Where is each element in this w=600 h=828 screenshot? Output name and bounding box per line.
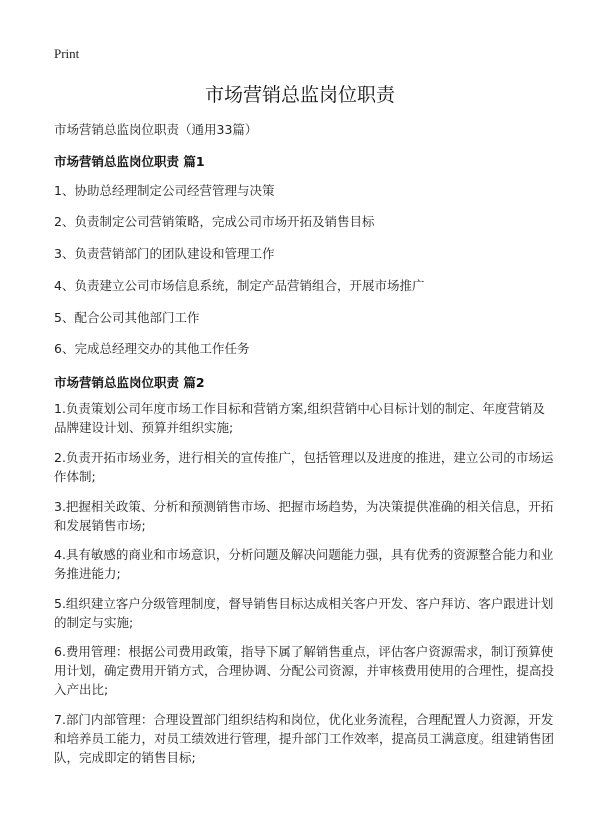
section-1-item-5: 5、配合公司其他部门工作 [54, 310, 200, 325]
section-heading-1: 市场营销总监岗位职责 篇1 [54, 154, 205, 169]
section-heading-2: 市场营销总监岗位职责 篇2 [54, 375, 205, 390]
page-title: 市场营销总监岗位职责 [204, 84, 395, 106]
section-1-item-2: 2、负责制定公司营销策略，完成公司市场开拓及销售目标 [54, 214, 375, 229]
section-1-item-3: 3、负责营销部门的团队建设和管理工作 [54, 246, 275, 261]
section-1-item-6: 6、完成总经理交办的其他工作任务 [54, 341, 250, 356]
section-2-item-5: 5.组织建立客户分级管理制度，督导销售目标达成相关客户开发、客户拜访、客户跟进计划的制定与实施; [54, 596, 554, 630]
section-1-item-1: 1、协助总经理制定公司经营管理与决策 [54, 183, 275, 198]
section-2-item-4: 4.具有敏感的商业和市场意识，分析问题及解决问题能力强，具有优秀的资源整合能力和业务推进能力; [54, 547, 554, 581]
section-2-item-7: 7.部门内部管理：合理设置部门组织结构和岗位，优化业务流程，合理配置人力资源，开发和培养员工能力，对员工绩效进行管理，提升部门工作效率，提高员工满意度。组建销售团队，完成即定的销售目标; [54, 712, 555, 765]
print-link[interactable]: Print [54, 46, 80, 61]
section-2-item-2: 2.负责开拓市场业务，进行相关的宣传推广，包括管理以及进度的推进，建立公司的市场运作体制; [54, 450, 554, 484]
section-2-item-3: 3.把握相关政策、分析和预测销售市场、把握市场趋势，为决策提供准确的相关信息，开拓和发展销售市场; [54, 499, 554, 533]
document-subtitle: 市场营销总监岗位职责（通用33篇） [54, 122, 258, 137]
section-2-item-1: 1.负责策划公司年度市场工作目标和营销方案,组织营销中心目标计划的制定、年度营销及品牌建设计划、预算并组织实施; [54, 401, 545, 435]
section-2-item-6: 6.费用管理：根据公司费用政策，指导下属了解销售重点，评估客户资源需求，制订预算使用计划，确定费用开销方式，合理协调、分配公司资源，并审核费用使用的合理性，提高投入产出比; [54, 644, 555, 697]
section-1-item-4: 4、负责建立公司市场信息系统，制定产品营销组合，开展市场推广 [54, 278, 425, 293]
